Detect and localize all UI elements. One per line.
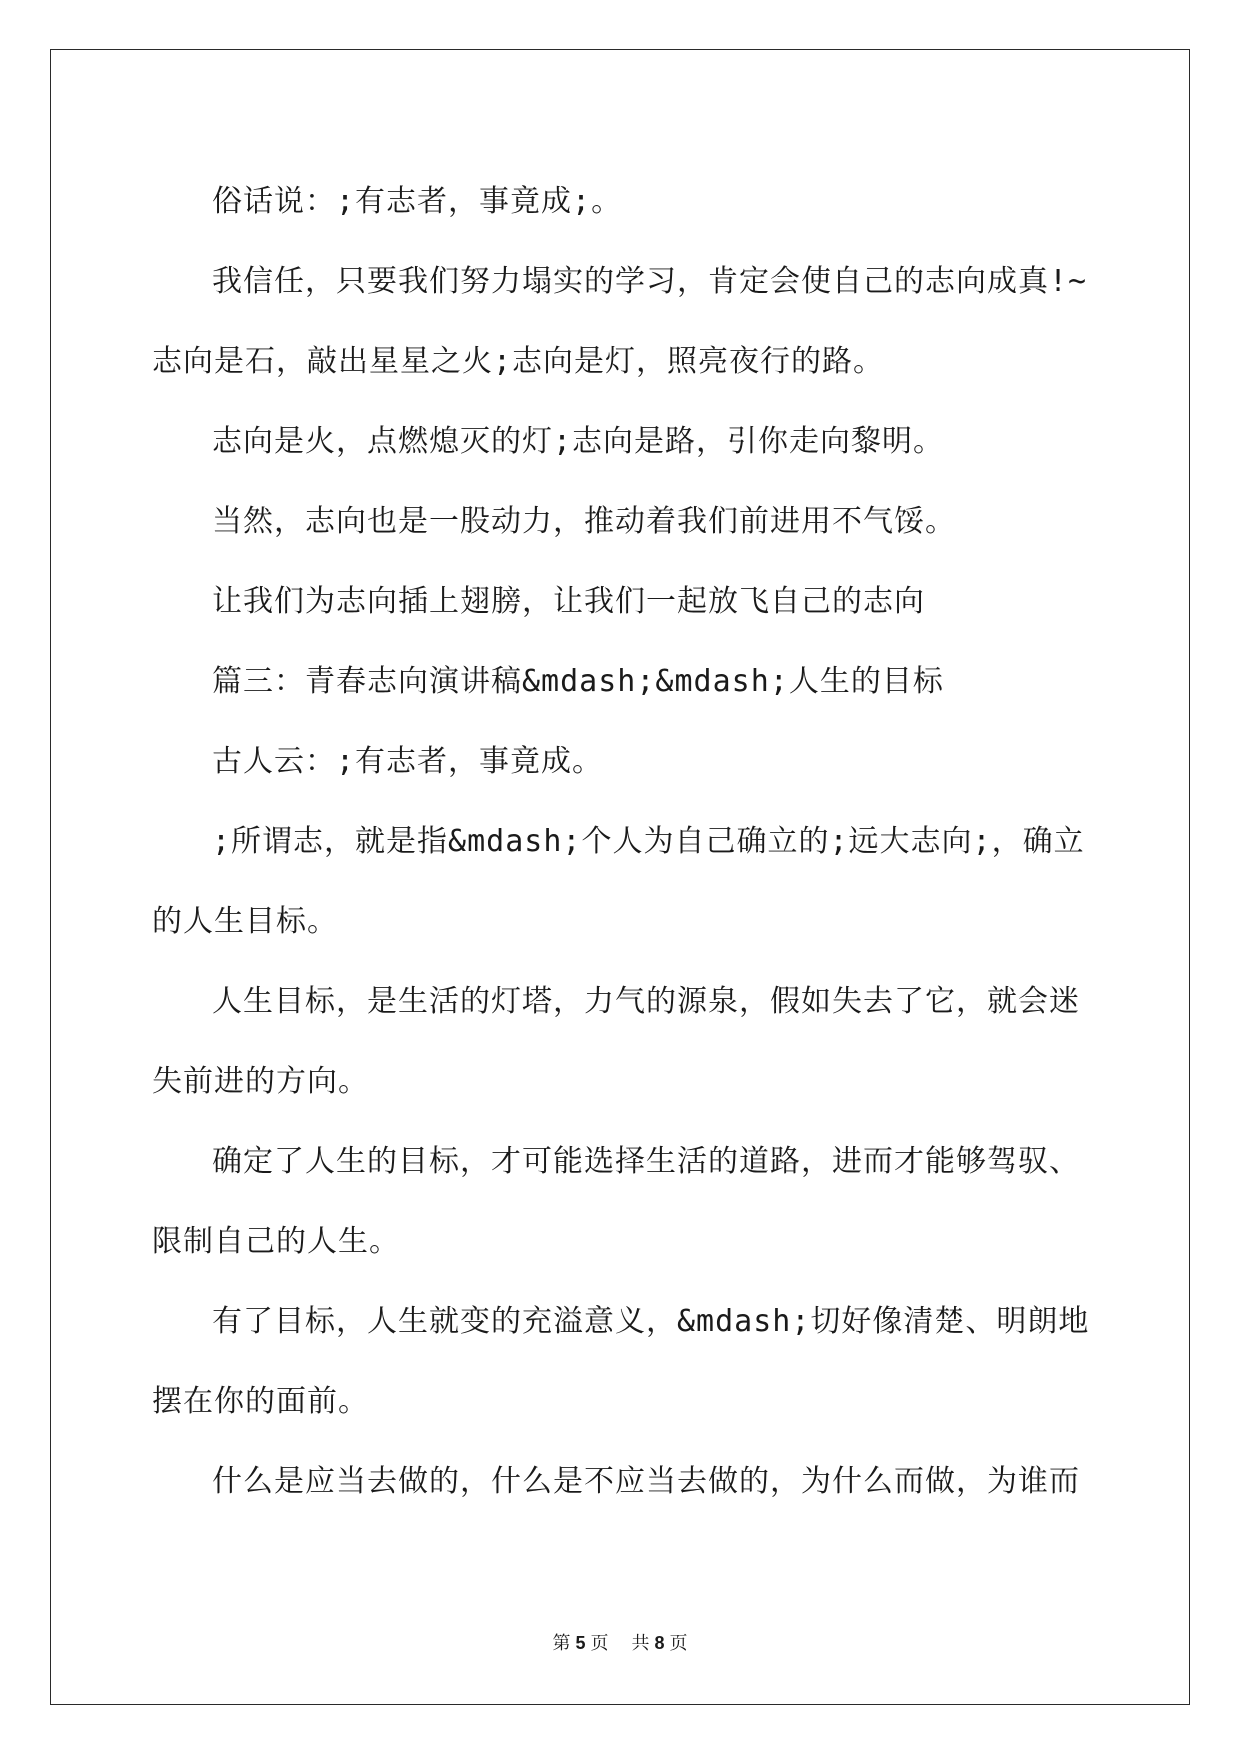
section-heading: 篇三：青春志向演讲稿&mdash;&mdash;人生的目标 bbox=[212, 664, 944, 699]
document-body bbox=[152, 162, 1092, 1522]
paragraph: 古人云：;有志者，事竟成。 bbox=[212, 744, 604, 779]
page-number bbox=[552, 1633, 609, 1654]
paragraph: 有了目标，人生就变的充溢意义，&mdash;切好像清楚、明朗地摆在你的面前。 bbox=[152, 1304, 1090, 1419]
paragraph: ;所谓志，就是指&mdash;个人为自己确立的;远大志向;，确立的人生目标。 bbox=[152, 824, 1085, 939]
paragraph: 当然，志向也是一股动力，推动着我们前进用不气馁。 bbox=[212, 504, 956, 539]
paragraph: 确定了人生的目标，才可能选择生活的道路，进而才能够驾驭、限制自己的人生。 bbox=[152, 1144, 1080, 1259]
paragraph: 让我们为志向插上翅膀，让我们一起放飞自己的志向 bbox=[212, 584, 925, 619]
paragraph: 我信任，只要我们努力塌实的学习，肯定会使自己的志向成真!~ bbox=[212, 264, 1088, 299]
page-suffix: 页 bbox=[590, 1633, 610, 1654]
page-prefix: 第 bbox=[552, 1633, 572, 1654]
total-page-number: 8 bbox=[654, 1633, 666, 1653]
paragraph: 什么是应当去做的，什么是不应当去做的，为什么而做，为谁而 bbox=[212, 1464, 1080, 1499]
paragraph: 志向是石，敲出星星之火;志向是灯，照亮夜行的路。 bbox=[152, 344, 885, 379]
page-total bbox=[632, 1633, 689, 1654]
total-prefix: 共 bbox=[631, 1633, 651, 1654]
paragraph: 俗话说：;有志者，事竟成;。 bbox=[212, 184, 623, 219]
paragraph: 人生目标，是生活的灯塔，力气的源泉，假如失去了它，就会迷失前进的方向。 bbox=[152, 984, 1080, 1099]
current-page-number: 5 bbox=[575, 1633, 587, 1653]
total-suffix: 页 bbox=[669, 1633, 689, 1654]
paragraph: 志向是火，点燃熄灭的灯;志向是路，引你走向黎明。 bbox=[212, 424, 945, 459]
page-footer bbox=[0, 1629, 1241, 1655]
